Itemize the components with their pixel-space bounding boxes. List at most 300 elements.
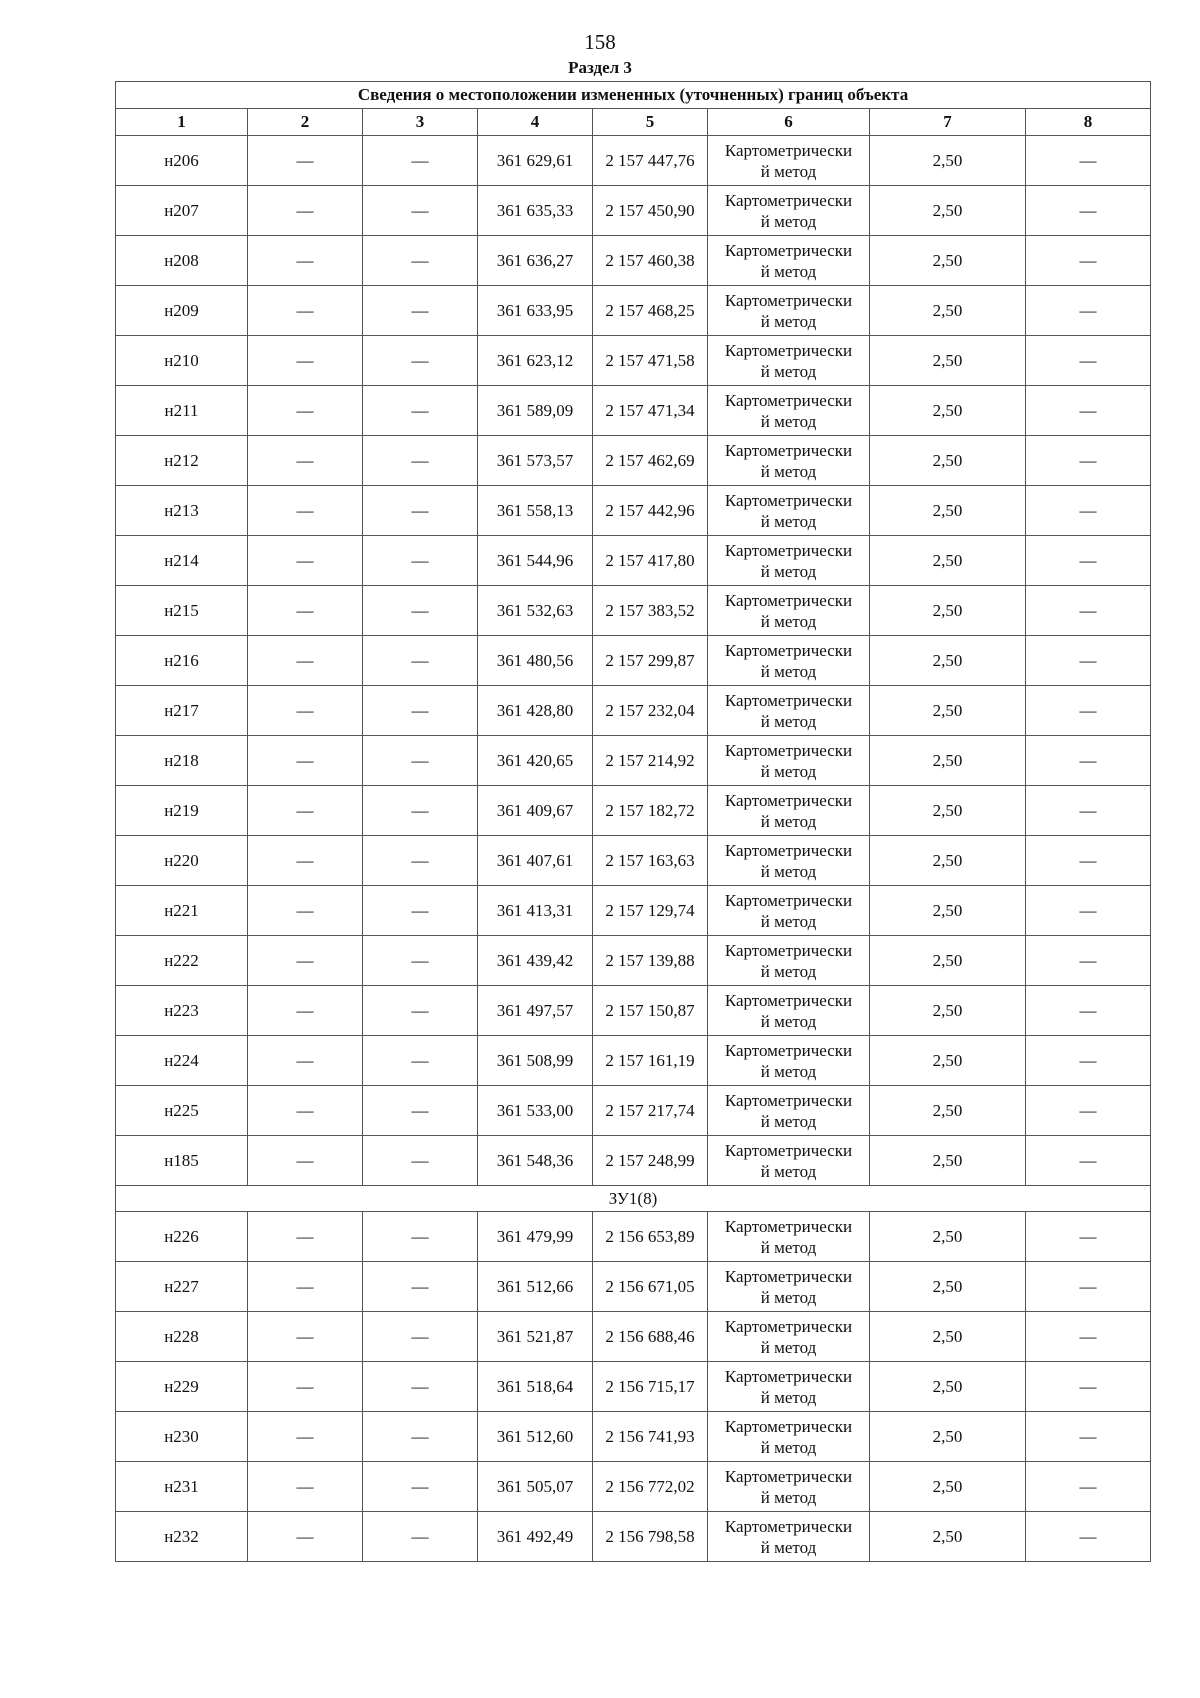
method-line-2: й метод (760, 861, 817, 881)
accuracy-value: 2,50 (870, 236, 1026, 286)
col3-dash: — (363, 286, 478, 336)
coordinate-x: 361 512,66 (478, 1262, 593, 1312)
coordinate-x: 361 521,87 (478, 1312, 593, 1362)
method-line-2: й метод (760, 1437, 817, 1457)
method-line-2: й метод (760, 1011, 817, 1031)
column-number-row (116, 109, 1151, 136)
table-row (116, 336, 1151, 386)
coordinate-y: 2 156 772,02 (593, 1462, 708, 1512)
col2-dash: — (248, 636, 363, 686)
coordinate-x: 361 512,60 (478, 1412, 593, 1462)
table-row (116, 586, 1151, 636)
col2-dash: — (248, 586, 363, 636)
method-cell (708, 136, 870, 186)
col3-dash: — (363, 536, 478, 586)
col2-dash: — (248, 386, 363, 436)
accuracy-value: 2,50 (870, 936, 1026, 986)
coordinate-x: 361 533,00 (478, 1086, 593, 1136)
table-row (116, 386, 1151, 436)
accuracy-value: 2,50 (870, 1036, 1026, 1086)
method-cell (708, 736, 870, 786)
accuracy-value: 2,50 (870, 1136, 1026, 1186)
method-cell (708, 1412, 870, 1462)
coordinate-y: 2 157 232,04 (593, 686, 708, 736)
col2-dash: — (248, 536, 363, 586)
table-row (116, 236, 1151, 286)
method-line-2: й метод (760, 1061, 817, 1081)
col2-dash: — (248, 1262, 363, 1312)
col8-dash: — (1026, 1212, 1151, 1262)
method-cell (708, 1212, 870, 1262)
col3-dash: — (363, 636, 478, 686)
method-cell (708, 186, 870, 236)
method-cell (708, 386, 870, 436)
point-name: н211 (116, 386, 248, 436)
column-number: 6 (708, 109, 870, 136)
column-number: 2 (248, 109, 363, 136)
col8-dash: — (1026, 386, 1151, 436)
point-name: н219 (116, 786, 248, 836)
coordinate-y: 2 157 129,74 (593, 886, 708, 936)
table-row (116, 186, 1151, 236)
table-row (116, 1136, 1151, 1186)
table-caption: Сведения о местоположении измененных (уточненных) границ объекта (116, 82, 1151, 109)
coordinate-y: 2 157 417,80 (593, 536, 708, 586)
method-line-1: Картометрически (724, 490, 853, 510)
col3-dash: — (363, 586, 478, 636)
col8-dash: — (1026, 986, 1151, 1036)
table-row (116, 636, 1151, 686)
method-line-1: Картометрически (724, 1316, 853, 1336)
point-name: н228 (116, 1312, 248, 1362)
coordinate-y: 2 157 383,52 (593, 586, 708, 636)
table-row (116, 1412, 1151, 1462)
table-row (116, 786, 1151, 836)
coordinate-y: 2 157 450,90 (593, 186, 708, 236)
col8-dash: — (1026, 1036, 1151, 1086)
accuracy-value: 2,50 (870, 786, 1026, 836)
method-line-1: Картометрически (724, 1366, 853, 1386)
column-number: 4 (478, 109, 593, 136)
col8-dash: — (1026, 336, 1151, 386)
table-row (116, 1262, 1151, 1312)
table-body (116, 136, 1151, 1562)
method-line-2: й метод (760, 561, 817, 581)
method-line-1: Картометрически (724, 290, 853, 310)
col8-dash: — (1026, 786, 1151, 836)
method-line-1: Картометрически (724, 790, 853, 810)
column-number: 8 (1026, 109, 1151, 136)
col2-dash: — (248, 286, 363, 336)
coordinate-y: 2 157 217,74 (593, 1086, 708, 1136)
col8-dash: — (1026, 836, 1151, 886)
method-cell (708, 286, 870, 336)
method-cell (708, 436, 870, 486)
method-line-2: й метод (760, 961, 817, 981)
accuracy-value: 2,50 (870, 436, 1026, 486)
coordinate-x: 361 409,67 (478, 786, 593, 836)
coordinate-x: 361 544,96 (478, 536, 593, 586)
coordinate-x: 361 497,57 (478, 986, 593, 1036)
col3-dash: — (363, 336, 478, 386)
col8-dash: — (1026, 136, 1151, 186)
table-row (116, 836, 1151, 886)
table-row (116, 1512, 1151, 1562)
method-cell (708, 936, 870, 986)
method-line-2: й метод (760, 911, 817, 931)
table-row (116, 136, 1151, 186)
accuracy-value: 2,50 (870, 1262, 1026, 1312)
table-row (116, 1086, 1151, 1136)
method-line-2: й метод (760, 261, 817, 281)
col3-dash: — (363, 686, 478, 736)
coordinate-x: 361 623,12 (478, 336, 593, 386)
method-line-2: й метод (760, 1537, 817, 1557)
col2-dash: — (248, 936, 363, 986)
method-cell (708, 486, 870, 536)
method-cell (708, 336, 870, 386)
col2-dash: — (248, 836, 363, 886)
col2-dash: — (248, 336, 363, 386)
col3-dash: — (363, 1212, 478, 1262)
point-name: н230 (116, 1412, 248, 1462)
col2-dash: — (248, 1136, 363, 1186)
coordinate-y: 2 157 447,76 (593, 136, 708, 186)
coordinate-y: 2 156 653,89 (593, 1212, 708, 1262)
col3-dash: — (363, 1462, 478, 1512)
accuracy-value: 2,50 (870, 1086, 1026, 1136)
table-row (116, 686, 1151, 736)
point-name: н224 (116, 1036, 248, 1086)
col3-dash: — (363, 136, 478, 186)
col2-dash: — (248, 886, 363, 936)
method-cell (708, 1362, 870, 1412)
coordinate-y: 2 157 468,25 (593, 286, 708, 336)
point-name: н216 (116, 636, 248, 686)
coordinate-x: 361 532,63 (478, 586, 593, 636)
col3-dash: — (363, 1412, 478, 1462)
accuracy-value: 2,50 (870, 136, 1026, 186)
accuracy-value: 2,50 (870, 586, 1026, 636)
col2-dash: — (248, 1362, 363, 1412)
col8-dash: — (1026, 936, 1151, 986)
section-title: Раздел 3 (568, 58, 632, 77)
coordinate-y: 2 156 798,58 (593, 1512, 708, 1562)
coordinate-x: 361 635,33 (478, 186, 593, 236)
table-row (116, 1462, 1151, 1512)
method-line-2: й метод (760, 611, 817, 631)
method-line-2: й метод (760, 1287, 817, 1307)
accuracy-value: 2,50 (870, 386, 1026, 436)
col3-dash: — (363, 1362, 478, 1412)
method-line-1: Картометрически (724, 340, 853, 360)
col8-dash: — (1026, 1462, 1151, 1512)
method-line-1: Картометрически (724, 1266, 853, 1286)
point-name: н213 (116, 486, 248, 536)
coordinate-y: 2 157 471,58 (593, 336, 708, 386)
point-name: н225 (116, 1086, 248, 1136)
col2-dash: — (248, 186, 363, 236)
group-row (116, 1186, 1151, 1212)
column-number: 7 (870, 109, 1026, 136)
table-row (116, 1212, 1151, 1262)
point-name: н223 (116, 986, 248, 1036)
method-line-1: Картометрически (724, 1416, 853, 1436)
accuracy-value: 2,50 (870, 1212, 1026, 1262)
method-cell (708, 1262, 870, 1312)
method-line-1: Картометрически (724, 990, 853, 1010)
method-line-2: й метод (760, 211, 817, 231)
col3-dash: — (363, 186, 478, 236)
method-cell (708, 586, 870, 636)
coordinate-x: 361 439,42 (478, 936, 593, 986)
method-line-1: Картометрически (724, 390, 853, 410)
col3-dash: — (363, 986, 478, 1036)
point-name: н214 (116, 536, 248, 586)
point-name: н231 (116, 1462, 248, 1512)
method-cell (708, 1312, 870, 1362)
coordinate-y: 2 157 139,88 (593, 936, 708, 986)
table-row (116, 936, 1151, 986)
coordinate-y: 2 157 460,38 (593, 236, 708, 286)
col8-dash: — (1026, 636, 1151, 686)
method-line-1: Картометрически (724, 540, 853, 560)
method-line-1: Картометрически (724, 240, 853, 260)
coordinate-y: 2 156 688,46 (593, 1312, 708, 1362)
column-number: 3 (363, 109, 478, 136)
coordinate-x: 361 413,31 (478, 886, 593, 936)
method-line-2: й метод (760, 1161, 817, 1181)
col2-dash: — (248, 436, 363, 486)
col8-dash: — (1026, 486, 1151, 536)
col3-dash: — (363, 886, 478, 936)
method-line-1: Картометрически (724, 440, 853, 460)
accuracy-value: 2,50 (870, 636, 1026, 686)
method-cell (708, 236, 870, 286)
table-row (116, 886, 1151, 936)
accuracy-value: 2,50 (870, 286, 1026, 336)
accuracy-value: 2,50 (870, 336, 1026, 386)
col8-dash: — (1026, 686, 1151, 736)
point-name: н212 (116, 436, 248, 486)
col3-dash: — (363, 1512, 478, 1562)
point-name: н210 (116, 336, 248, 386)
col8-dash: — (1026, 436, 1151, 486)
coordinate-x: 361 428,80 (478, 686, 593, 736)
method-line-2: й метод (760, 461, 817, 481)
accuracy-value: 2,50 (870, 686, 1026, 736)
col2-dash: — (248, 736, 363, 786)
coordinate-y: 2 157 161,19 (593, 1036, 708, 1086)
coordinate-x: 361 589,09 (478, 386, 593, 436)
coordinate-x: 361 508,99 (478, 1036, 593, 1086)
table-row (116, 736, 1151, 786)
point-name: н208 (116, 236, 248, 286)
method-cell (708, 1036, 870, 1086)
col2-dash: — (248, 236, 363, 286)
method-cell (708, 1086, 870, 1136)
col2-dash: — (248, 1212, 363, 1262)
method-line-2: й метод (760, 411, 817, 431)
method-line-1: Картометрически (724, 140, 853, 160)
table-row (116, 1036, 1151, 1086)
col8-dash: — (1026, 236, 1151, 286)
point-name: н217 (116, 686, 248, 736)
coordinate-x: 361 548,36 (478, 1136, 593, 1186)
method-line-1: Картометрически (724, 890, 853, 910)
coordinate-x: 361 573,57 (478, 436, 593, 486)
page-number: 158 (584, 30, 616, 54)
method-cell (708, 536, 870, 586)
method-line-1: Картометрически (724, 740, 853, 760)
col2-dash: — (248, 1036, 363, 1086)
method-line-2: й метод (760, 361, 817, 381)
coordinate-y: 2 157 248,99 (593, 1136, 708, 1186)
method-cell (708, 1462, 870, 1512)
point-name: н207 (116, 186, 248, 236)
method-line-2: й метод (760, 161, 817, 181)
method-line-1: Картометрически (724, 1140, 853, 1160)
col3-dash: — (363, 1136, 478, 1186)
col8-dash: — (1026, 1362, 1151, 1412)
coordinate-y: 2 157 182,72 (593, 786, 708, 836)
table-row (116, 1312, 1151, 1362)
method-cell (708, 636, 870, 686)
column-number: 5 (593, 109, 708, 136)
accuracy-value: 2,50 (870, 1412, 1026, 1462)
column-number: 1 (116, 109, 248, 136)
col2-dash: — (248, 1412, 363, 1462)
point-name: н220 (116, 836, 248, 886)
coordinate-y: 2 156 671,05 (593, 1262, 708, 1312)
point-name: н218 (116, 736, 248, 786)
coordinate-x: 361 492,49 (478, 1512, 593, 1562)
coordinate-y: 2 157 214,92 (593, 736, 708, 786)
col2-dash: — (248, 1086, 363, 1136)
col2-dash: — (248, 986, 363, 1036)
method-line-2: й метод (760, 511, 817, 531)
accuracy-value: 2,50 (870, 836, 1026, 886)
col3-dash: — (363, 736, 478, 786)
coordinate-y: 2 156 741,93 (593, 1412, 708, 1462)
col8-dash: — (1026, 1512, 1151, 1562)
col8-dash: — (1026, 1312, 1151, 1362)
accuracy-value: 2,50 (870, 486, 1026, 536)
coordinate-y: 2 157 150,87 (593, 986, 708, 1036)
col3-dash: — (363, 386, 478, 436)
coordinate-y: 2 157 442,96 (593, 486, 708, 536)
coordinate-x: 361 420,65 (478, 736, 593, 786)
col8-dash: — (1026, 1086, 1151, 1136)
table-row (116, 536, 1151, 586)
point-name: н229 (116, 1362, 248, 1412)
method-line-1: Картометрически (724, 1040, 853, 1060)
accuracy-value: 2,50 (870, 1462, 1026, 1512)
point-name: н221 (116, 886, 248, 936)
point-name: н185 (116, 1136, 248, 1186)
col3-dash: — (363, 936, 478, 986)
method-line-2: й метод (760, 811, 817, 831)
coordinate-y: 2 157 471,34 (593, 386, 708, 436)
method-cell (708, 836, 870, 886)
table-row (116, 486, 1151, 536)
coordinate-x: 361 629,61 (478, 136, 593, 186)
point-name: н232 (116, 1512, 248, 1562)
method-line-1: Картометрически (724, 640, 853, 660)
point-name: н206 (116, 136, 248, 186)
coordinate-y: 2 157 163,63 (593, 836, 708, 886)
coordinate-y: 2 157 462,69 (593, 436, 708, 486)
col2-dash: — (248, 486, 363, 536)
col2-dash: — (248, 1512, 363, 1562)
col3-dash: — (363, 1262, 478, 1312)
method-cell (708, 886, 870, 936)
accuracy-value: 2,50 (870, 1362, 1026, 1412)
table-row (116, 436, 1151, 486)
coordinate-x: 361 480,56 (478, 636, 593, 686)
method-cell (708, 786, 870, 836)
col3-dash: — (363, 486, 478, 536)
accuracy-value: 2,50 (870, 986, 1026, 1036)
method-line-1: Картометрически (724, 940, 853, 960)
col2-dash: — (248, 686, 363, 736)
col8-dash: — (1026, 736, 1151, 786)
method-line-2: й метод (760, 1487, 817, 1507)
col3-dash: — (363, 1036, 478, 1086)
col8-dash: — (1026, 1136, 1151, 1186)
point-name: н226 (116, 1212, 248, 1262)
accuracy-value: 2,50 (870, 1512, 1026, 1562)
method-cell (708, 986, 870, 1036)
col3-dash: — (363, 836, 478, 886)
point-name: н222 (116, 936, 248, 986)
col8-dash: — (1026, 586, 1151, 636)
method-line-2: й метод (760, 1111, 817, 1131)
coordinate-x: 361 633,95 (478, 286, 593, 336)
col8-dash: — (1026, 886, 1151, 936)
method-line-2: й метод (760, 761, 817, 781)
point-name: н209 (116, 286, 248, 336)
method-line-2: й метод (760, 1387, 817, 1407)
method-line-2: й метод (760, 711, 817, 731)
col8-dash: — (1026, 286, 1151, 336)
accuracy-value: 2,50 (870, 1312, 1026, 1362)
accuracy-value: 2,50 (870, 736, 1026, 786)
col2-dash: — (248, 136, 363, 186)
method-line-1: Картометрически (724, 190, 853, 210)
col2-dash: — (248, 1312, 363, 1362)
col3-dash: — (363, 236, 478, 286)
col2-dash: — (248, 1462, 363, 1512)
col8-dash: — (1026, 1412, 1151, 1462)
method-line-1: Картометрически (724, 1466, 853, 1486)
group-label: ЗУ1(8) (116, 1186, 1151, 1212)
coordinate-x: 361 558,13 (478, 486, 593, 536)
coordinate-x: 361 505,07 (478, 1462, 593, 1512)
accuracy-value: 2,50 (870, 186, 1026, 236)
table-row (116, 286, 1151, 336)
method-line-1: Картометрически (724, 1516, 853, 1536)
accuracy-value: 2,50 (870, 536, 1026, 586)
method-line-1: Картометрически (724, 590, 853, 610)
coordinate-x: 361 518,64 (478, 1362, 593, 1412)
col3-dash: — (363, 1312, 478, 1362)
col8-dash: — (1026, 1262, 1151, 1312)
method-line-1: Картометрически (724, 690, 853, 710)
coordinate-x: 361 636,27 (478, 236, 593, 286)
coordinate-y: 2 156 715,17 (593, 1362, 708, 1412)
col8-dash: — (1026, 536, 1151, 586)
